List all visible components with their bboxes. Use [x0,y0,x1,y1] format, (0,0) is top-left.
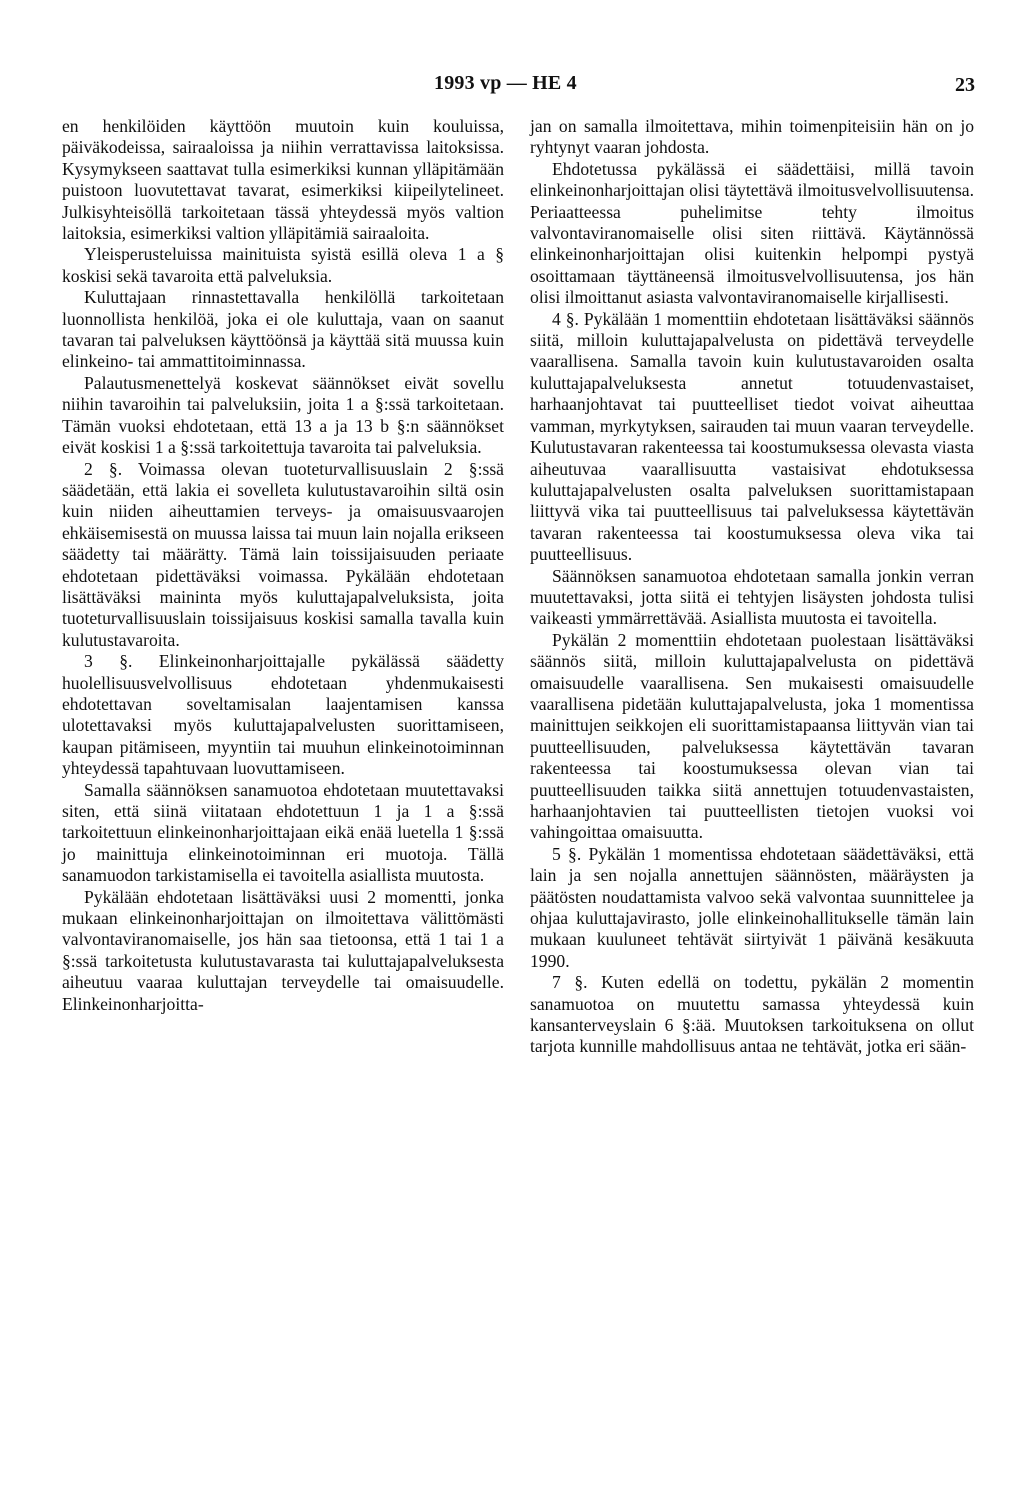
paragraph: en henkilöiden käyttöön muutoin kuin kouluissa, päiväkodeissa, sairaaloissa ja niihin verrattavissa laitoksissa. Kysymykseen saattavat tulla esimerkiksi kunnan ylläpitämään puistoon luovutettavat tavarat, esimerkiksi kiipeilytelineet. Julkisyhteisöllä tarkoitetaan tässä yhteydessä myös valtion laitoksia, esimerkiksi valtion ylläpitämiä sairaaloita. [62,116,504,244]
paragraph: Ehdotetussa pykälässä ei säädettäisi, millä tavoin elinkeinonharjoittajan olisi täytettävä ilmoitusvelvollisuutensa. Periaatteessa puhelimitse tehty ilmoitus valvontaviranomaiselle olisi siten riittävä. Käytännössä elinkeinonharjoittajan olisi kuitenkin helpompi pystyä osoittamaan täyttäneensä ilmoitusvelvollisuutensa, jos hän olisi ilmoittanut asiasta valvontaviranomaiselle kirjallisesti. [530,158,974,308]
paragraph: 2 §. Voimassa olevan tuoteturvallisuuslain 2 §:ssä säädetään, että lakia ei sovelleta kulutustavaroihin siltä osin kuin niiden aiheuttamien terveys- ja omaisuusvaarojen ehkäisemisestä on muussa laissa tai muun lain nojalla erikseen säädetty tai määrätty. Tämä lain toissijaisuuden periaate ehdotetaan pidettäväksi voimassa. Pykälään ehdotetaan lisättäväksi maininta myös kuluttajapalveluksista, joita tuoteturvallisuuslain toissijaisuus koskisi samalla tavalla kuin kulutustavaroita. [62,458,504,650]
paragraph: 7 §. Kuten edellä on todettu, pykälän 2 momentin sanamuotoa on muutettu samassa yhteydessä kuin kansanterveyslain 6 §:ää. Muutoksen tarkoituksena on ollut tarjota kunnille mahdollisuus antaa ne tehtävät, jotka eri sään- [530,972,974,1057]
header-title: 1993 vp — HE 4 [434,72,577,94]
paragraph: 5 §. Pykälän 1 momentissa ehdotetaan säädettäväksi, että lain ja sen nojalla annettujen säännösten, määräysten ja päätösten noudattamista valvoo sekä valvontaa suunnittelee ja ohjaa kuluttajavirasto, jolle elinkeinohallitukselle tämän lain mukaan kuuluneet tehtävät siirtyivät 1 päivänä kesäkuuta 1990. [530,843,974,971]
paragraph: Kuluttajaan rinnastettavalla henkilöllä tarkoitetaan luonnollista henkilöä, joka ei ole kuluttaja, vaan on saanut tavaran tai palveluksen käyttöönsä ja käyttää sitä muussa kuin elinkeino- tai ammattitoiminnassa. [62,287,504,372]
running-header [0,72,1024,102]
right-column [530,116,974,1058]
paragraph: 3 §. Elinkeinonharjoittajalle pykälässä säädetty huolellisuusvelvollisuus ehdotetaan yhdenmukaisesti ehdotettavan soveltamisalan laajentamisen kanssa ulotettavaksi myös kuluttajapalvelusten suorittamiseen, kaupan pitämiseen, myyntiin tai muuhun elinkeinotoiminnan yhteydessä tapahtuvaan luovuttamiseen. [62,651,504,779]
paragraph: 4 §. Pykälään 1 momenttiin ehdotetaan lisättäväksi säännös siitä, milloin kuluttajapalvelusta on pidettävä terveydelle vaarallisena. Samalla tavoin kuin kulutustavaroiden osalta kuluttajapalveluksesta annetut totuudenvastaiset, harhaanjohtavat tai puutteelliset tiedot voivat aiheuttaa vamman, myrkytyksen, sairauden tai muun vaaran terveydelle. Kulutustavaran rakenteessa tai koostumuksessa olevasta viasta aiheutuvaa vaarallisuutta vastaisivat ehdotuksessa kuluttajapalvelusten osalta palveluksen suorittamistapaan liittyvä vika tai puutteellisuus tai palveluksessa käytettävän tavaran rakenteessa tai koostumuksessa oleva vika tai puutteellisuus. [530,308,974,565]
paragraph: Samalla säännöksen sanamuotoa ehdotetaan muutettavaksi siten, että siinä viitataan ehdotettuun 1 ja 1 a §:ssä tarkoitettuun elinkeinonharjoittajaan eikä enää luetella 1 §:ssä jo mainittuja elinkeinotoiminnan eri muotoja. Tällä sanamuodon tarkistamisella ei tavoitella asiallista muutosta. [62,779,504,886]
left-column [62,116,504,1015]
paragraph: Yleisperusteluissa mainituista syistä esillä oleva 1 a § koskisi sekä tavaroita että palveluksia. [62,244,504,286]
paragraph: Pykälän 2 momenttiin ehdotetaan puolestaan lisättäväksi säännös siitä, milloin kuluttajapalvelusta on pidettävä omaisuudelle vaarallisena. Sen mukaisesti omaisuudelle vaarallisena pidetään kuluttajapalvelusta, joka 1 momentissa mainittujen seikkojen eli suorittamistapaansa liittyvän vian tai puutteellisuuden, palveluksessa käytettävän tavaran rakenteessa tai koostumuksessa olevan vian tai puutteellisuuden taikka siitä annettujen totuudenvastaisten, harhaanjohtavien tai puutteellisten tietojen vuoksi voi vahingoittaa omaisuutta. [530,629,974,843]
page-number: 23 [955,74,975,96]
paragraph: Pykälään ehdotetaan lisättäväksi uusi 2 momentti, jonka mukaan elinkeinonharjoittajan on ilmoitettava välittömästi valvontaviranomaiselle, jos hän saa tietoonsa, että 1 tai 1 a §:ssä tarkoitetusta kulutustavarasta tai kuluttajapalveluksesta aiheutuu vaaraa kuluttajan terveydelle tai omaisuudelle. Elinkeinonharjoitta- [62,886,504,1014]
paragraph: Palautusmenettelyä koskevat säännökset eivät sovellu niihin tavaroihin tai palveluksiin, joita 1 a §:ssä tarkoitetaan. Tämän vuoksi ehdotetaan, että 13 a ja 13 b §:n säännökset eivät koskisi 1 a §:ssä tarkoitettuja tavaroita tai palveluksia. [62,372,504,458]
paragraph: jan on samalla ilmoitettava, mihin toimenpiteisiin hän on jo ryhtynyt vaaran johdosta. [530,116,974,158]
paragraph: Säännöksen sanamuotoa ehdotetaan samalla jonkin verran muutettavaksi, jotta siitä ei tehtyjen lisäysten johdosta tulisi vaikeasti ymmärrettävää. Asiallista muutosta ei tavoitella. [530,565,974,629]
